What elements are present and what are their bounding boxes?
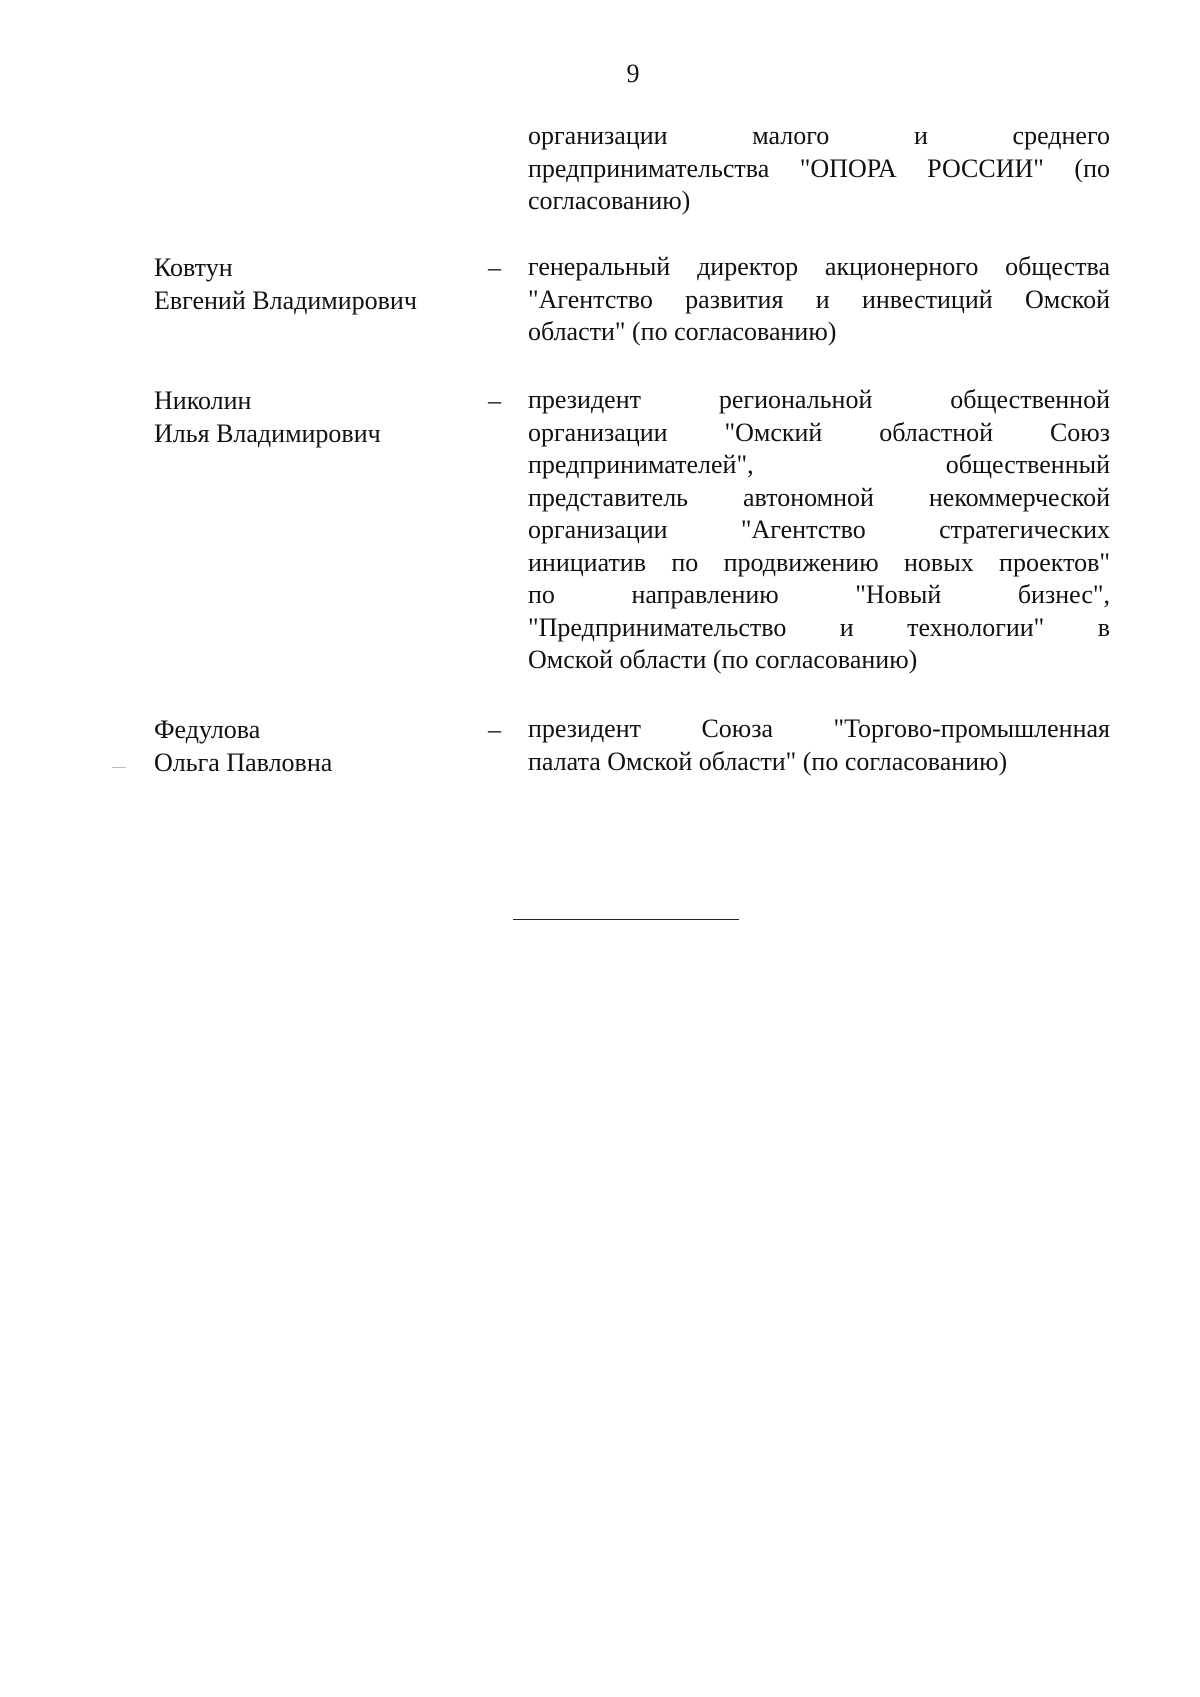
text-line: представитель автономной некоммерческой — [528, 482, 1110, 512]
text-line: "Предпринимательство и технологии" в — [528, 612, 1110, 642]
member-surname: Ковтун — [154, 253, 233, 282]
member-name — [154, 384, 484, 450]
text-line: организации "Агентство стратегических — [528, 515, 1110, 544]
text-line: инициатив по продвижению новых проектов" — [528, 547, 1110, 577]
text-line: "Агентство развития и инвестиций Омской — [528, 284, 1110, 314]
dash-separator: – — [488, 253, 501, 282]
dash-separator: – — [488, 715, 501, 744]
text-line: предпринимательства "ОПОРА РОССИИ" (по — [528, 153, 1110, 183]
member-given-names: Илья Владимирович — [154, 419, 381, 448]
text-line: организации "Омский областной Союз — [528, 417, 1110, 447]
member-position — [528, 384, 1110, 677]
end-rule — [513, 919, 739, 920]
text-line: президент Союза "Торгово-промышленная — [528, 714, 1110, 743]
member-given-names: Ольга Павловна — [154, 748, 333, 777]
member-surname: Федулова — [154, 715, 261, 744]
continuation-text — [528, 120, 1110, 218]
member-surname: Николин — [154, 386, 252, 415]
member-position — [528, 251, 1110, 349]
text-line: согласованию) — [528, 186, 691, 215]
dash-separator: – — [488, 386, 501, 415]
text-line: генеральный директор акционерного общества — [528, 252, 1110, 281]
text-line: организации малого и среднего — [528, 121, 1110, 150]
text-line: по направлению "Новый бизнес", — [528, 580, 1110, 609]
member-given-names: Евгений Владимирович — [154, 286, 417, 315]
text-line: Омской области (по согласованию) — [528, 645, 918, 674]
page-number: 9 — [626, 59, 640, 88]
member-name — [154, 251, 484, 317]
text-line: палата Омской области" (по согласованию) — [528, 746, 1008, 776]
text-line: президент региональной общественной — [528, 385, 1110, 414]
member-name — [154, 713, 484, 779]
text-line: области" (по согласованию) — [528, 317, 837, 346]
text-line: предпринимателей", общественный — [528, 450, 1110, 479]
member-position — [528, 713, 1110, 778]
margin-mark — [112, 767, 126, 768]
